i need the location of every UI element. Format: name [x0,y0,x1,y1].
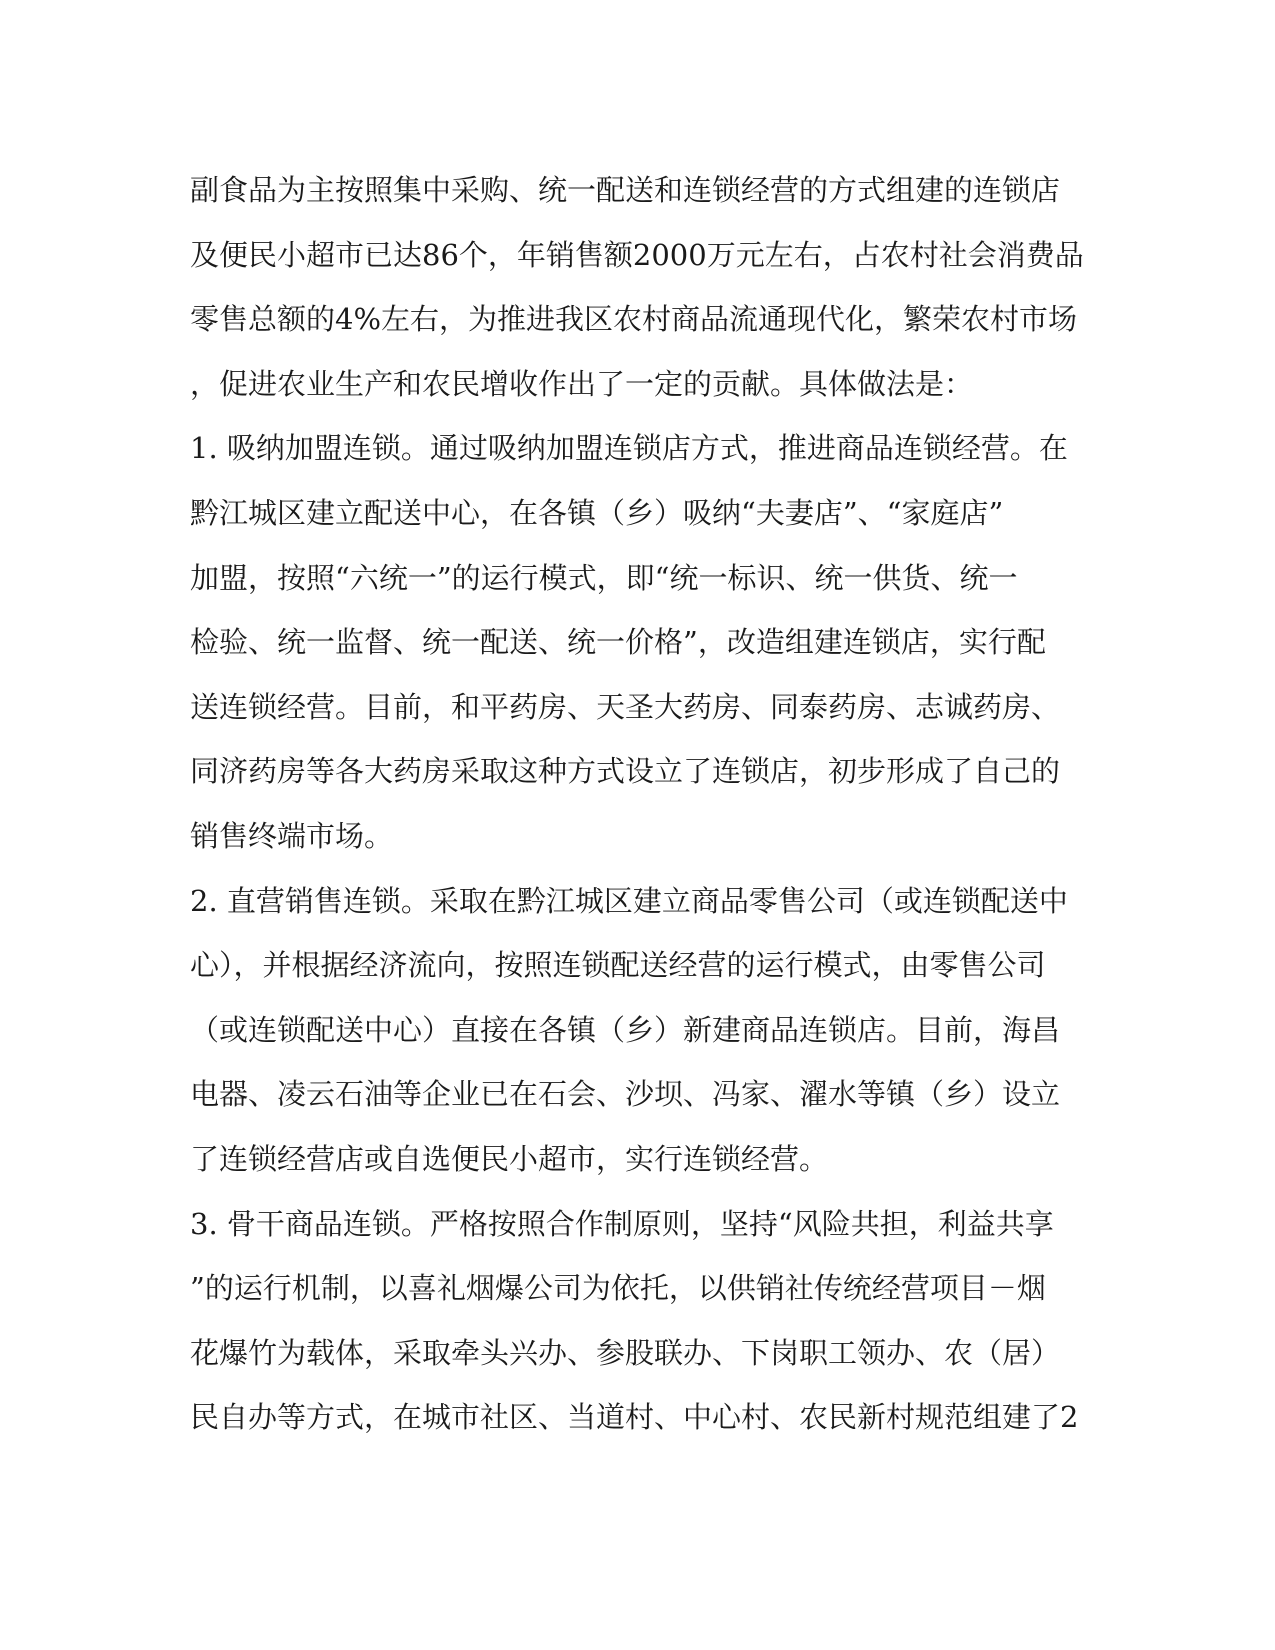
text-line: 加盟，按照“六统一”的运行模式，即“统一标识、统一供货、统一 [190,560,1018,595]
text-line: （或连锁配送中心）直接在各镇（乡）新建商品连锁店。目前，海昌 [190,1012,1061,1047]
text-line: 花爆竹为载体，采取牵头兴办、参股联办、下岗职工领办、农（居） [190,1335,1061,1370]
text-line: 电器、凌云石油等企业已在石会、沙坝、冯家、濯水等镇（乡）设立 [190,1077,1061,1112]
body-text [190,158,1084,1450]
text-line: 送连锁经营。目前，和平药房、天圣大药房、同泰药房、志诚药房、 [190,689,1061,724]
text-line: 3. 骨干商品连锁。严格按照合作制原则，坚持“风险共担，利益共享 [190,1206,1054,1241]
text-line: 黔江城区建立配送中心，在各镇（乡）吸纳“夫妻店”、“家庭店” [190,495,1004,530]
text-line: 检验、统一监督、统一配送、统一价格”，改造组建连锁店，实行配 [190,625,1046,660]
text-line: 同济药房等各大药房采取这种方式设立了连锁店，初步形成了自己的 [190,754,1061,789]
text-line: 2. 直营销售连锁。采取在黔江城区建立商品零售公司（或连锁配送中 [190,883,1068,918]
text-line: 1. 吸纳加盟连锁。通过吸纳加盟连锁店方式，推进商品连锁经营。在 [190,431,1068,466]
text-line: 心），并根据经济流向，按照连锁配送经营的运行模式，由零售公司 [190,948,1046,983]
text-line: ，促进农业生产和农民增收作出了一定的贡献。具体做法是： [190,366,974,401]
text-line: 民自办等方式，在城市社区、当道村、中心村、农民新村规范组建了2 [190,1400,1079,1435]
text-line: 了连锁经营店或自选便民小超市，实行连锁经营。 [190,1141,829,1176]
text-line: 副食品为主按照集中采购、统一配送和连锁经营的方式组建的连锁店 [190,173,1061,207]
text-line: 零售总额的4%左右，为推进我区农村商品流通现代化，繁荣农村市场 [190,302,1078,337]
text-line: 销售终端市场。 [190,818,394,853]
text-line: 及便民小超市已达86个，年销售额2000万元左右，占农村社会消费品 [190,237,1084,272]
text-line: ”的运行机制，以喜礼烟爆公司为依托，以供销社传统经营项目－烟 [190,1271,1046,1306]
